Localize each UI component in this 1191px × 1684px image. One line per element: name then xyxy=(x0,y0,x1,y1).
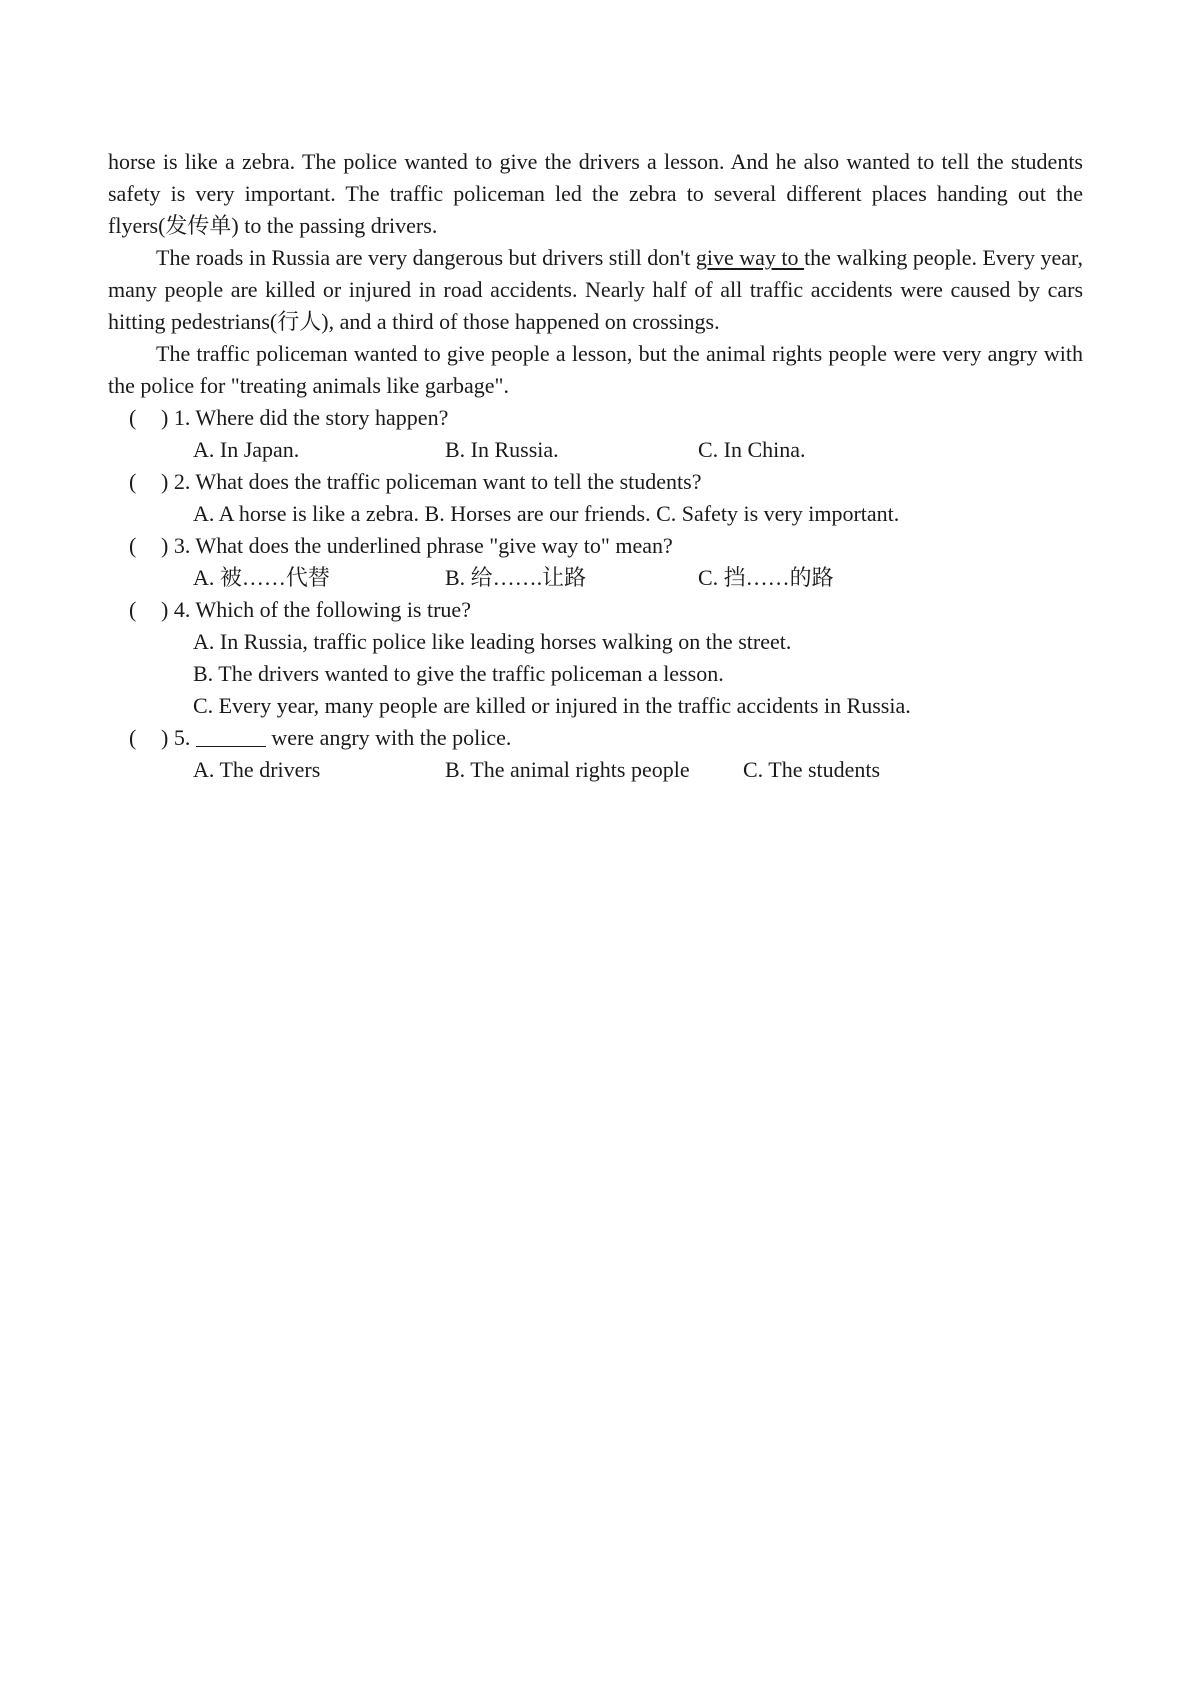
question-1 xyxy=(108,402,1083,434)
options-line: A. A horse is like a zebra. B. Horses are our friends. C. Safety is very important. xyxy=(193,501,900,526)
question-4 xyxy=(108,594,1083,626)
question-2-options xyxy=(108,498,1083,530)
question-1-options xyxy=(108,434,1083,466)
option-b: B. The animal rights people xyxy=(445,757,690,782)
question-5-suffix: were angry with the police. xyxy=(265,725,512,750)
passage-paragraph-1: horse is like a zebra. The police wanted to give the drivers a lesson. And he also wanted to tell the students safety is very important. The traffic policeman led the zebra to several different places handing out the flyers(发传单) to the passing drivers. xyxy=(108,149,1083,238)
question-3-options xyxy=(108,562,1083,594)
question-4-option-c-row xyxy=(108,690,1083,722)
option-c: C. The students xyxy=(743,757,881,782)
question-4-text: ) 4. Which of the following is true? xyxy=(161,597,471,622)
option-c: C. 挡……的路 xyxy=(698,565,834,590)
question-3 xyxy=(108,530,1083,562)
answer-blank-4[interactable]: ( xyxy=(129,597,137,622)
question-4-option-a-row xyxy=(108,626,1083,658)
answer-blank-5[interactable]: ( xyxy=(129,725,137,750)
option-a: A. In Japan. xyxy=(193,437,300,462)
question-5 xyxy=(108,722,1083,754)
option-a: A. 被……代替 xyxy=(193,565,330,590)
question-2 xyxy=(108,466,1083,498)
passage-paragraph-2 xyxy=(108,242,1083,338)
worksheet-page xyxy=(108,146,1083,786)
question-2-text: ) 2. What does the traffic policeman want to tell the students? xyxy=(161,469,702,494)
question-3-text: ) 3. What does the underlined phrase "give way to" mean? xyxy=(161,533,673,558)
underlined-phrase: give way to xyxy=(695,245,805,270)
option-a: A. In Russia, traffic police like leading horses walking on the street. xyxy=(193,629,792,654)
question-5-text xyxy=(161,722,511,754)
passage-paragraph-3: The traffic policeman wanted to give people a lesson, but the animal rights people were very angry with the police for "treating animals like garbage". xyxy=(108,341,1083,398)
option-c: C. In China. xyxy=(698,437,806,462)
question-4-option-b-row xyxy=(108,658,1083,690)
fill-in-blank[interactable] xyxy=(196,726,266,747)
answer-blank-1[interactable]: ( xyxy=(129,405,137,430)
answer-blank-2[interactable]: ( xyxy=(129,469,137,494)
option-a: A. The drivers xyxy=(193,757,321,782)
question-5-options xyxy=(108,754,1083,786)
answer-blank-3[interactable]: ( xyxy=(129,533,137,558)
option-b: B. The drivers wanted to give the traffic policeman a lesson. xyxy=(193,661,724,686)
passage-paragraph-2-end: the walking people. Every year, many people are killed or injured in road accidents. Nearly half of all traffic accidents were caused by cars hitting pedestrians(行人), and a third of those happened on crossings. xyxy=(108,245,1083,334)
option-b: B. 给…….让路 xyxy=(445,565,587,590)
option-c: C. Every year, many people are killed or injured in the traffic accidents in Russia. xyxy=(193,693,911,718)
option-b: B. In Russia. xyxy=(445,437,559,462)
passage-paragraph-2-start: The roads in Russia are very dangerous but drivers still don't xyxy=(156,245,696,270)
question-5-prefix: ) 5. xyxy=(161,725,196,750)
question-1-text: ) 1. Where did the story happen? xyxy=(161,405,449,430)
